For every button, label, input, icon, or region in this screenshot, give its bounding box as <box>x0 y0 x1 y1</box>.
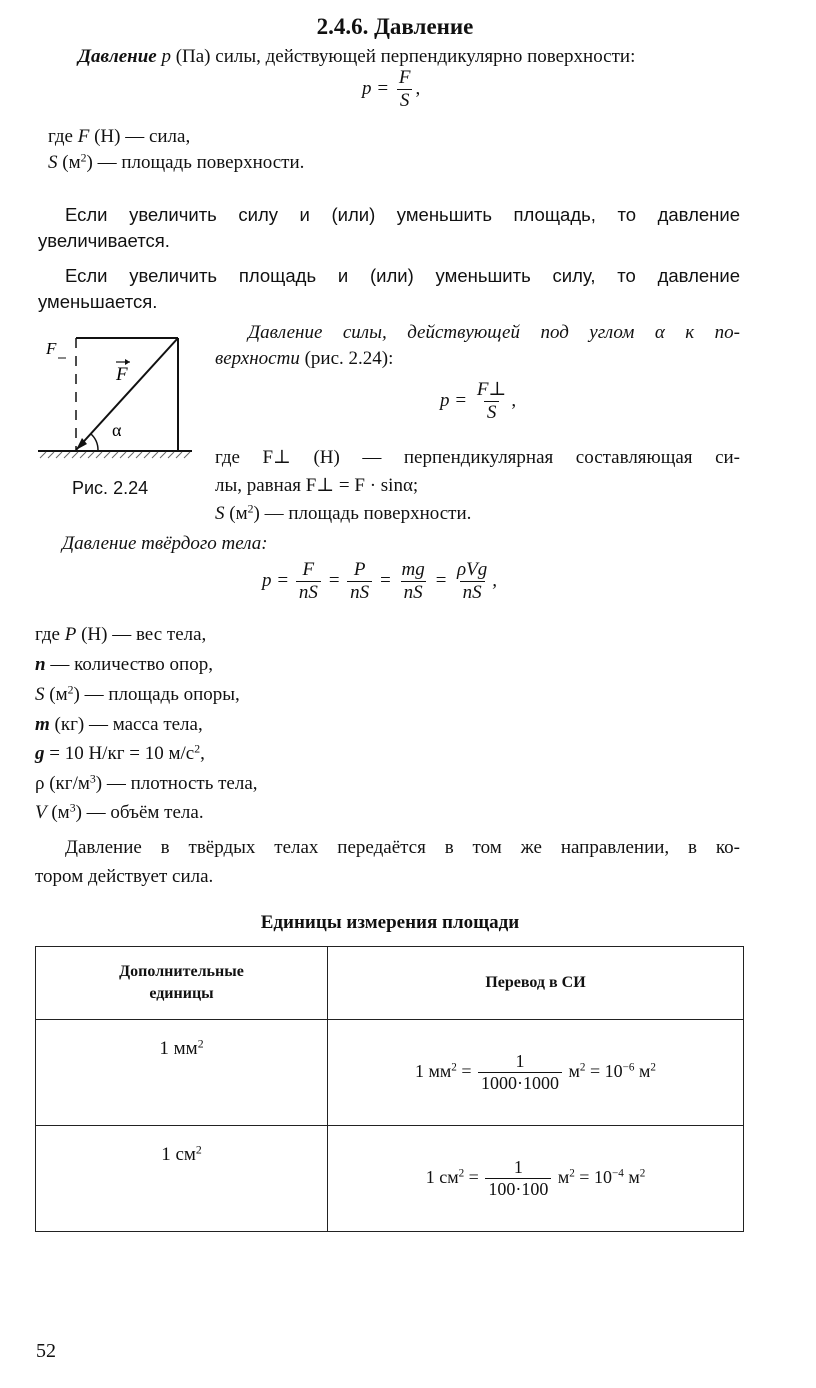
formula3-den-1: nS <box>296 581 321 604</box>
para2-line1: Если увеличить площадь и (или) уменьшить силу, то давление <box>65 265 740 286</box>
where2-var-s: S <box>215 503 225 524</box>
where3-sup-rho: 3 <box>89 772 96 786</box>
unit-text: 1 см <box>161 1144 196 1165</box>
where3-var-v: V <box>35 802 47 823</box>
conv-rhs2-sup: 2 <box>650 1061 656 1074</box>
formula2-fraction <box>474 380 509 424</box>
conv-rhs-unit: м <box>557 1166 570 1187</box>
conv-rhs2: м <box>639 1060 651 1081</box>
where3-var-p: P <box>64 624 77 645</box>
angle-intro-line2 <box>215 348 393 370</box>
formula1-fraction <box>396 68 414 112</box>
where3-var-s: S <box>35 684 45 705</box>
formula-pressure <box>362 68 420 112</box>
figure-angle-arc <box>91 434 98 450</box>
conv-den: 100·100 <box>485 1178 551 1200</box>
formula-solid: p = $\frac{F}{nS}$ = $\frac{P}{nS}$ = $\frac{mg}{nS}$ = $\frac{\text{ρVg}}{nS}$ , <box>262 559 498 603</box>
conversion-cell <box>328 1020 744 1126</box>
section-title: 2.4.6. Давление <box>316 14 474 39</box>
figure-force-vector <box>76 338 178 450</box>
intro-rest: (Па) силы, действующей перпендикулярно поверхности: <box>170 46 636 67</box>
where2-after: ) –– площадь поверхности. <box>253 503 472 524</box>
where3-weight <box>35 624 206 646</box>
formula3-lhs: p = <box>262 570 290 592</box>
where3-area <box>35 684 240 706</box>
table-row <box>36 1126 744 1232</box>
para1-line2: увеличивается. <box>38 230 170 251</box>
unit-text: 1 мм <box>159 1038 198 1059</box>
where3-volume <box>35 802 204 824</box>
where3-var-m: m <box>35 714 50 735</box>
conv-fraction <box>478 1052 562 1093</box>
unit-cell <box>36 1126 328 1232</box>
where3-mass <box>35 714 203 736</box>
where3-after-v: ) — объём тела. <box>75 802 204 823</box>
unit-cell <box>36 1020 328 1126</box>
header-additional-units <box>36 947 328 1020</box>
where3-after-g: , <box>200 743 205 764</box>
where3-pre: где <box>35 624 65 645</box>
where2-text: (м <box>224 503 248 524</box>
where3-text-p: (Н) — вес тела, <box>76 624 207 645</box>
figure-label-fperp: F <box>46 339 57 358</box>
where3-text-v: (м <box>46 802 70 823</box>
formula2-tail: , <box>511 390 517 412</box>
where1-area <box>48 152 304 174</box>
intro-var: p <box>161 46 171 67</box>
figure-force-angle <box>36 330 196 470</box>
formula3-frac-2 <box>347 560 372 604</box>
conv-rhs-sup: 2 <box>569 1167 575 1180</box>
header-additional-units-text: Дополнительные единицы <box>119 963 244 1002</box>
conversion-cell <box>328 1126 744 1232</box>
formula3-frac-4 <box>454 560 490 604</box>
conv-rhs-unit: м <box>568 1060 580 1081</box>
where2-line1: где F⊥ (Н) — перпендикулярная составляющая си- <box>215 447 740 468</box>
conv-rhs2: м <box>628 1166 640 1187</box>
formula3-num-1: F <box>302 559 315 580</box>
where3-text-rho: (кг/м <box>44 773 90 794</box>
formula3-den-4: nS <box>460 581 485 604</box>
formula1-num: F <box>398 67 411 88</box>
conv-den: 1000·1000 <box>478 1072 562 1094</box>
where3-after-s: ) — площадь опоры, <box>73 684 240 705</box>
conv-num: 1 <box>513 1156 523 1177</box>
formula1-den: S <box>397 89 413 112</box>
table-header-row <box>36 947 744 1020</box>
where3-supports <box>35 654 213 676</box>
where3-text-n: — количество опор, <box>45 654 213 675</box>
where3-sup-s: 2 <box>67 683 74 697</box>
angle-intro-line1: Давление силы, действующей под углом α к по- <box>248 322 740 343</box>
where3-text-g: = 10 Н/кг = 10 м/с <box>44 743 195 764</box>
angle-intro-rest: (рис. 2.24): <box>299 348 394 369</box>
conv-lhs: 1 мм <box>415 1060 452 1081</box>
angle-intro-italic: верхности <box>215 348 300 369</box>
where1-text-f: (Н) — сила, <box>89 126 191 147</box>
intro-term: Давление <box>78 46 157 67</box>
formula2-lhs: p = <box>440 390 468 412</box>
formula1-tail: , <box>415 78 421 100</box>
formula2-num: F⊥ <box>476 379 507 400</box>
where3-sup-g: 2 <box>194 742 201 756</box>
conv-eq: = <box>461 1060 472 1081</box>
figure-label-alpha: α <box>112 420 122 440</box>
conv-lhs-sup: 2 <box>458 1167 465 1180</box>
conv-rhs2-sup: 2 <box>639 1167 646 1180</box>
formula-pressure-angle <box>440 380 516 424</box>
where3-var-rho: ρ <box>35 773 45 794</box>
conv-eq2: = 10 <box>589 1060 623 1081</box>
conv-pow: −6 <box>622 1061 635 1074</box>
where3-after-rho: ) — плотность тела, <box>95 773 258 794</box>
unit-sup: 2 <box>197 1037 204 1051</box>
where3-sup-v: 3 <box>69 801 76 815</box>
units-table <box>35 946 744 1232</box>
conv-eq: = <box>468 1166 479 1187</box>
where3-text-m: (кг) — масса тела, <box>49 714 203 735</box>
conv-lhs: 1 см <box>425 1166 459 1187</box>
formula3-den-3: nS <box>401 581 426 604</box>
where3-text-s: (м <box>44 684 68 705</box>
formula3-frac-1 <box>296 560 321 604</box>
unit-sup: 2 <box>195 1143 202 1157</box>
formula3-tail: , <box>492 570 498 592</box>
conv-num: 1 <box>515 1050 525 1071</box>
where2-sup: 2 <box>247 502 254 516</box>
where1-force: где F (Н) — сила, <box>48 126 191 147</box>
where2-line2: лы, равная F⊥ = F · sinα; <box>215 475 419 496</box>
para2-line2: уменьшается. <box>38 291 158 312</box>
where3-var-g: g <box>35 743 45 764</box>
where3-gravity <box>35 743 205 765</box>
para3-line2: тором действует сила. <box>35 866 214 887</box>
figure-hatching <box>40 452 190 458</box>
conv-eq2: = 10 <box>579 1166 612 1187</box>
where1-var-f: F <box>77 126 90 147</box>
table-row <box>36 1020 744 1126</box>
page-number: 52 <box>36 1340 56 1362</box>
where1-var-s: S <box>48 152 58 173</box>
where1-text-s: (м <box>57 152 81 173</box>
formula3-num-3: mg <box>401 559 425 580</box>
conv-rhs-sup: 2 <box>579 1061 586 1074</box>
conv-lhs-sup: 2 <box>451 1061 457 1074</box>
para3-line1: Давление в твёрдых телах передаётся в том же направлении, в ко- <box>65 837 740 858</box>
formula1-lhs: p = <box>362 78 390 100</box>
where3-density <box>35 773 258 795</box>
formula2-den: S <box>484 401 500 424</box>
formula3-frac-3 <box>398 560 427 604</box>
where3-var-n: n <box>35 654 46 675</box>
where1-sup: 2 <box>80 151 87 165</box>
solid-heading: Давление твёрдого тела: <box>62 533 268 554</box>
table-caption: Единицы измерения площади <box>260 912 520 933</box>
conv-fraction <box>485 1158 551 1199</box>
para1-line1: Если увеличить силу и (или) уменьшить площадь, то давление <box>65 204 740 225</box>
figure-label-f: F <box>116 364 128 385</box>
figure-caption: Рис. 2.24 <box>72 478 149 498</box>
formula3-num-4: ρVg <box>457 559 488 580</box>
where2-line3 <box>215 503 471 525</box>
header-si-conversion: Перевод в СИ <box>328 947 744 1020</box>
formula3-den-2: nS <box>347 581 372 604</box>
formula3-num-2: P <box>353 559 366 580</box>
intro-line <box>78 46 635 68</box>
where1-after: ) — площадь поверхности. <box>86 152 305 173</box>
conv-pow: −4 <box>611 1167 624 1180</box>
